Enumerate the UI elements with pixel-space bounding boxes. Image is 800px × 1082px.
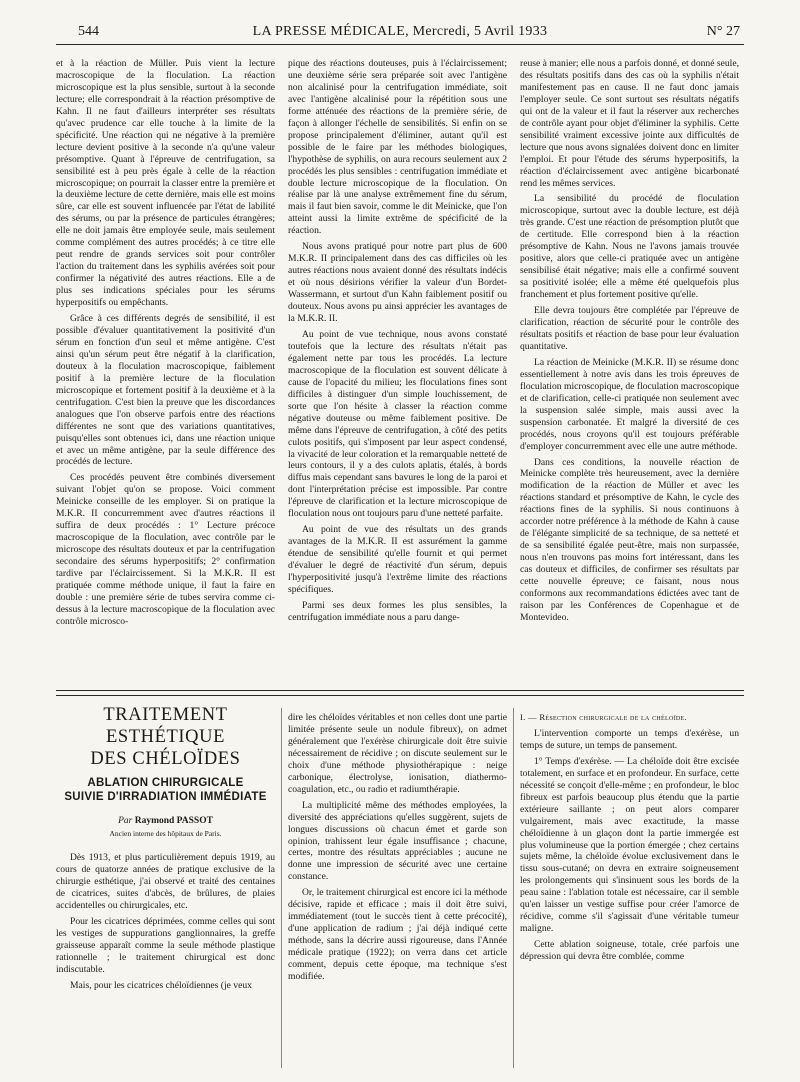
- paragraph: La sensibilité du procédé de floculation microscopique, surtout avec la double lecture, est déjà très grande. C'est une réaction de présomption plutôt que de certitude. Elle correspond bien à la réaction présomptive de Kahn. Nous ne l'avons jamais trouvée positive, alors que celle-ci pratiquée avec un antigène sensibilisé était négative; mais elle a confirmé souvent sa positivité isolée; elle a même été quelquefois plus franchement et plus fortement positive qu'elle.: [520, 193, 739, 301]
- article-column-2: [288, 712, 507, 1067]
- paragraph: Elle devra toujours être complétée par l'épreuve de clarification, réaction de sécurité pour le contrôle des résultats positifs et réaction de base pour leur évaluation quantitative.: [520, 305, 739, 352]
- paragraph: Au point de vue technique, nous avons constaté toutefois que la lecture des résultats n'était pas également nette par tous les procédés. La lecture macroscopique de la floculation est souvent délicate à cause de l'opacité du milieu; les floculations fines sont difficiles à distinguer d'un simple louchissement, de sorte que l'on hésite à classer la réaction comme négative douteuse ou même faiblement positive. De même dans l'épreuve de centrifugation, à côté des petits culots positifs, qui s'imposent par leur aspect condensé, la vivacité de leur coloration et la remarquable netteté de leurs contours, il y a des culots aplatis, étalés, à bords diffus mais cependant sans bavures le long de la paroi et dont l'interprétation précise est impossible. Par contre l'épreuve de clarification et la lecture microscopique de floculation nous ont toujours paru d'une netteté parfaite.: [288, 328, 507, 520]
- paragraph: 1° Temps d'exérèse. — La chéloïde doit être excisée totalement, en surface et en profondeur. En surface, cette nécessité se conçoit d'elle-même ; en profondeur, le bloc fibreux est parfois beaucoup plus étendu que la partie extérieure saillante ; on peut alors comparer vulgairement, mais avec exactitude, la masse chéloïdienne à un glaçon dont la partie immergée est plus volumineuse que la portion émergée ; chez certains sujets même, la chéloïde évolue exclusivement dans le tissu sous-cutané; on devra en extraire soigneusement les prolongements qui s'insinuent sous les bords de la peau saine : l'ablation totale est nécessaire, car il semble qu'en laisser un vestige suffise pour créer l'amorce de récidive, comme s'il s'agissait d'une véritable tumeur maligne.: [520, 755, 739, 935]
- paragraph: Mais, pour les cicatrices chéloïdiennes (je veux: [70, 979, 252, 991]
- author-affiliation: Ancien interne des hôpitaux de Paris.: [109, 829, 222, 838]
- paragraph: Or, le traitement chirurgical est encore ici la méthode décisive, rapide et efficace ; mais il doit être suivi, immédiatement (tout le succès tient à cette précocité), d'une application de radium ; j'ai déjà indiqué cette méthode, sans la décrire aussi rigoureuse, dans l'Année médicale pratique (1922); on verra dans cet article comment, depuis cette époque, ma technique s'est modifiée.: [288, 887, 507, 983]
- section-heading: I. — Résection chirurgicale de la chéloïde.: [520, 712, 687, 722]
- paragraph: Cette ablation soigneuse, totale, crée parfois une dépression qui devra être comblée, comme: [520, 939, 739, 963]
- page-header: [56, 22, 744, 45]
- paragraph: Pour les cicatrices déprimées, comme celles qui sont les vestiges de suppurations ganglionnaires, la greffe graisseuse apparaît comme la seule méthode plastique rationnelle ; le traitement chirurgical est donc indiscutable.: [56, 915, 275, 975]
- paragraph: et à la réaction de Müller. Puis vient la lecture macroscopique de la floculation. La réaction microscopique est la plus sensible, surtout à la seconde lecture; elle correspondrait à la réaction présomptive de Kahn. Il ne faut d'ailleurs interpréter ses résultats qu'avec prudence car elle touche à la limite de la spécificité. Une réaction qui ne négative à la première lecture devient positive à la seconde n'a qu'une valeur présomptive. Quant à l'épreuve de centrifugation, sa sensibilité est à peu près égale à celle de la réaction microscopique; on pourrait la classer entre la première et la deuxième lecture de cette dernière, mais elle est moins sûre, car elle est souvent influencée par l'état de labilité des sérums, ou par la présence de particules étrangères; elle ne doit jamais être employée seule, mais seulement comme complément des autres procédés; à ce titre elle peut rendre de grands services soit pour contrôler l'action du traitement dans les syphilis avérées soit pour confirmer la négativité des autres réactions. Elle a de plus ses indications spéciales pour les sérums hyperpositifs ou empêchants.: [56, 58, 275, 309]
- section-divider: [56, 690, 744, 696]
- paragraph: La réaction de Meinicke (M.K.R. II) se résume donc essentiellement à notre avis dans les trois épreuves de floculation microscopique, de floculation macroscopique et de clarification, celle-ci pratiquée non seulement avec la suspension salée simple, mais aussi avec la suspension carbonatée. Et malgré la diversité de ces procédés, nous croyons qu'il est toujours préférable d'employer concurremment avec elle une autre méthode.: [520, 356, 739, 452]
- article-title-line-1: TRAITEMENT ESTHÉTIQUE: [103, 705, 228, 747]
- article-heading: [56, 704, 275, 838]
- article-title-line-2: DES CHÉLOÏDES: [90, 749, 241, 769]
- top-column-2: [288, 58, 507, 686]
- article-column-3: [520, 712, 739, 1067]
- author-name: Raymond PASSOT: [134, 816, 213, 826]
- paragraph: Dans ces conditions, la nouvelle réaction de Meinicke complète très heureusement, avec la dernière modification de la réaction de Müller et avec les réactions standard et présomptive de Kahn, le cycle des réactions fines de la syphilis. Si nous continuons à accorder notre préférence à la méthode de Kahn à cause de l'élégante simplicité de sa technique, de sa netteté et de sa sensibilité égalée peut-être, mais non surpassée, nous n'en trouvons pas moins fort intéressant, dans les cas douteux et difficiles, de confirmer ses résultats par cette nouvelle épreuve; ce faisant, nous nous conformons aux recommandations édictées avec tant de raison par les Conférences de Copenhague et de Montevideo.: [520, 456, 739, 623]
- paragraph: pique des réactions douteuses, puis à l'éclaircissement; une deuxième série sera préparée soit avec l'antigène non alcalinisé pour la centrifugation immédiate, soit avec l'antigène alcalinisé pour la répétition sous une forme atténuée des réactions de la première série, de façon à allonger l'échelle de sensibilités. Si enfin on se propose principalement d'éliminer, autant qu'il est possible de le faire par les méthodes biologiques, l'hypothèse de syphilis, on aura recours seulement aux 2 procédés les plus sensibles : centrifugation immédiate et double lecture microscopique de la floculation. On réalise par là une analyse extrêmement fine du sérum, mais il faut bien savoir, comme le dit Meinicke, que l'on atteint aussi la limite extrême de spécificité de la réaction.: [288, 58, 507, 237]
- column-rule: [281, 708, 282, 1068]
- author-prefix: Par: [118, 816, 133, 826]
- top-column-3: [520, 58, 739, 686]
- article-subtitle-line-1: ABLATION CHIRURGICALE: [87, 777, 244, 789]
- column-rule: [513, 708, 514, 1068]
- paragraph: Nous avons pratiqué pour notre part plus de 600 M.K.R. II principalement dans des cas difficiles où les autres réactions nous avaient donné des résultats indécis et où nous désirions vérifier la valeur d'un Bordet-Wassermann, et surtout d'un Kahn faiblement positif ou douteux. Nous avons pu ainsi apprécier les avantages de la M.K.R. II.: [288, 241, 507, 325]
- paragraph: Au point de vue des résultats un des grands avantages de la M.K.R. II est assurément la gamme étendue de sensibilité qu'elle fournit et qui permet d'évaluer le degré de réactivité d'un sérum, depuis l'hyperpositivité jusqu'à l'extrême limite des réactions spécifiques.: [288, 524, 507, 595]
- paragraph: L'intervention comporte un temps d'exérèse, un temps de suture, un temps de pansement.: [520, 727, 739, 751]
- top-column-1: [56, 58, 275, 686]
- paragraph: Parmi ses deux formes les plus sensibles, la centrifugation immédiate nous a paru dange-: [288, 599, 507, 623]
- paragraph: reuse à manier; elle nous a parfois donné, et donné seule, des résultats positifs dans des cas où la syphilis n'était manifestement pas en cause. Il ne faut donc jamais l'employer seule. Ce sont surtout ses résultats négatifs qui ont de la valeur et il faut la réserver aux recherches de contrôle ayant pour objet d'éliminer la syphilis. Cette sensibilité vraiment excessive jointe aux difficultés de lecture que nous avons signalées doivent donc en limiter l'emploi. Et pour l'étude des sérums hyperpositifs, la réaction d'éclaircissement avec antigène bicarbonaté rend les mêmes services.: [520, 58, 739, 189]
- article-column-1: [56, 852, 275, 1067]
- paragraph: Ces procédés peuvent être combinés diversement suivant l'objet qu'on se propose. Voici comment Meinicke conseille de les employer. Si on pratique la M.K.R. II concurremment avec d'autres réactions il suffira de deux procédés : 1° Lecture précoce macroscopique de la floculation, avec contrôle par le microscope des résultats douteux et par la centrifugation secondaire des sérums hyperpositifs; 2° confirmation tardive par l'éclaircissement. Si la M.K.R. II est pratiquée comme méthode unique, il faut la faire en double : une première série de tubes servira comme ci-dessus à la lecture macroscopique de la floculation avec contrôle microsco-: [56, 472, 275, 627]
- paragraph: dire les chéloïdes véritables et non celles dont une partie limitée présente seule un nodule fibreux), on admet généralement que l'exérèse chirurgicale doit être suivie nécessairement de récidive ; on discute seulement sur le choix d'une méthode physiothérapique : neige carbonique, électrolyse, ionisation, diathermo-coagulation, etc., ou radio et radiumthérapie.: [288, 712, 507, 795]
- paragraph: Dès 1913, et plus particulièrement depuis 1919, au cours de quatorze années de pratique exclusive de la chirurgie esthétique, j'ai observé et traité des centaines de cicatrices, suites d'abcès, de brûlures, de plaies accidentelles ou chirurgicales, etc.: [56, 852, 275, 911]
- page-number: 544: [78, 24, 99, 39]
- paragraph: La multiplicité même des méthodes employées, la diversité des appréciations qu'elles suggèrent, sujets de longues discussions où chacun émet et garde son opinion, trahissent leur égale insuffisance ; chacune, certes, montre des résultats appréciables ; aucune ne donne une impression de sécurité avec une certaine constance.: [288, 799, 507, 883]
- author-line: [56, 816, 275, 826]
- paragraph: Grâce à ces différents degrés de sensibilité, il est possible d'évaluer quantitativement la positivité d'un sérum en fonction d'un seul et même antigène. C'est ainsi qu'un sérum peut être négatif à la clarification, douteux à la floculation macroscopique, faiblement positif à la première lecture de la floculation microscopique et fortement positif à la deuxième et à la centrifugation. C'est bien la preuve que les discordances analogues que l'on observe parfois entre des réactions différentes ne sont que des variations quantitatives, puisqu'elles sont obtenues ici, dans une réaction unique et avec un même antigène, par la seule différence des procédés de lecture.: [56, 313, 275, 468]
- issue-number: N° 27: [706, 24, 740, 39]
- continued-article: [56, 58, 744, 686]
- article-subtitle-line-2: SUIVIE D'IRRADIATION IMMÉDIATE: [64, 791, 267, 803]
- journal-title: LA PRESSE MÉDICALE, Mercredi, 5 Avril 1933: [252, 24, 548, 39]
